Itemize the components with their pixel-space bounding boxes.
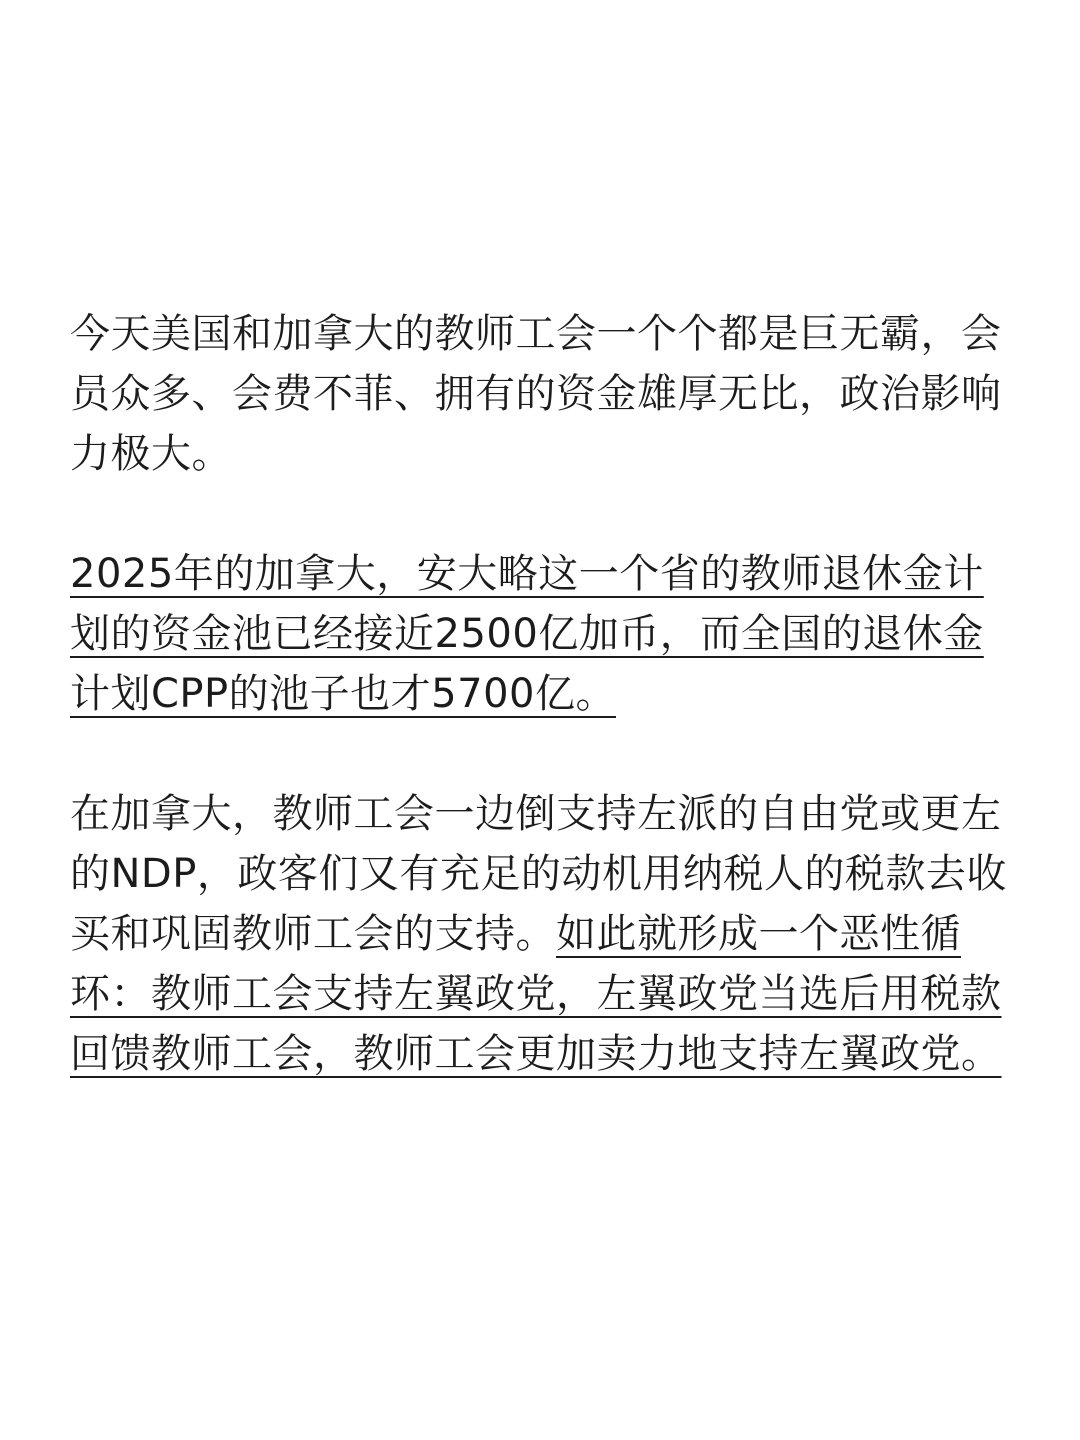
paragraph-intro <box>70 304 1015 484</box>
paragraph-union-politics <box>70 784 1015 1084</box>
paragraph-pension-underlined-text: 2025年的加拿大，安大略这一个省的教师退休金计划的资金池已经接近2500亿加币，而全国的退休金计划CPP的池子也才5700亿。 <box>70 551 984 717</box>
paragraph-pension <box>70 544 1015 724</box>
paragraph-intro-text: 今天美国和加拿大的教师工会一个个都是巨无霸，会员众多、会费不菲、拥有的资金雄厚无比，政治影响力极大。 <box>70 311 1002 477</box>
paragraph-vicious-cycle-underlined-text: 如此就形成一个恶性循环：教师工会支持左翼政党，左翼政党当选后用税款回馈教师工会，教师工会更加卖力地支持左翼政党。 <box>70 911 1002 1077</box>
article-body <box>70 304 1015 1084</box>
paragraph-union-politics-text: 在加拿大，教师工会一边倒支持左派的自由党或更左的NDP，政客们又有充足的动机用纳税人的税款去收买和巩固教师工会的支持。 <box>70 791 1007 957</box>
